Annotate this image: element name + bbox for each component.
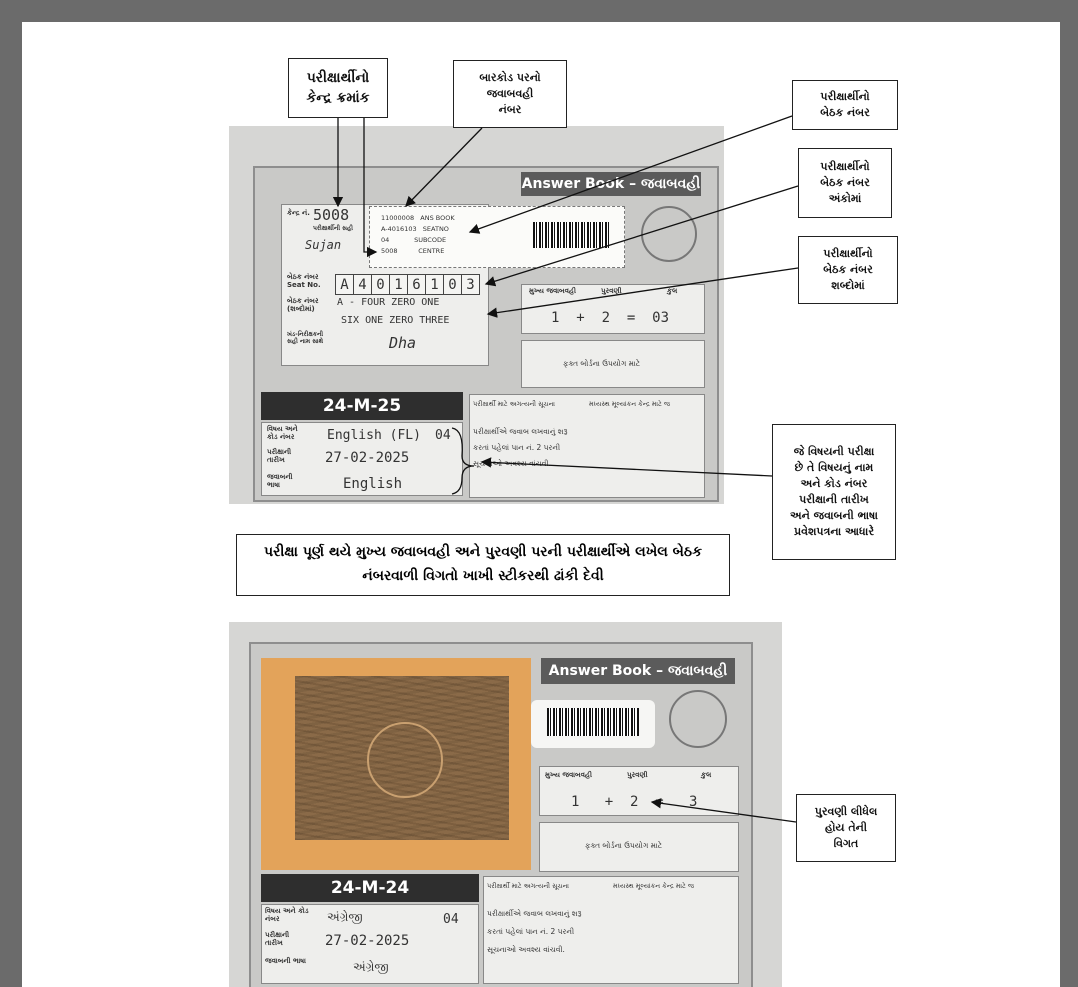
callout-line: જે વિષયની પરીક્ષા [793, 445, 875, 459]
tally-header: મુખ્ય જવાબવહી [529, 287, 577, 295]
answer-language: English [343, 476, 403, 492]
callout-line: અંકોમાં [828, 191, 862, 205]
instruction-line: પરીક્ષાર્થીએ જવાબ લખવાનું શરૂ [487, 909, 582, 918]
supervisor-label: ખંડ-નિરીક્ષકની સહી નામ સાથે [287, 331, 324, 345]
exam-date: 27-02-2025 [325, 450, 410, 466]
sign-label: પરીક્ષાર્થીની સહી [313, 225, 353, 232]
subject-name: અંગ્રેજી [327, 910, 363, 924]
paper-code-band: 24-M-25 [261, 392, 463, 420]
seat-words-line-1: A - FOUR ZERO ONE [337, 297, 440, 308]
tally-header: પુરવણી [601, 287, 622, 295]
callout-line: કેન્દ્ર ક્રમાંક [306, 90, 370, 106]
callout-line: પુરવણી લીધેલ [814, 805, 878, 819]
seat-label: બેઠક નંબર Seat No. [287, 273, 321, 289]
arrow-seat-number [470, 116, 792, 232]
tally-header: પુરવણી [627, 771, 648, 779]
callout-line: પરીક્ષાની તારીખ [799, 493, 869, 506]
subject-label: વિષય અને કોડ નંબર [267, 425, 298, 441]
callout-line: છે તે વિષયનું નામ [794, 461, 874, 475]
arrow-centre-code [364, 118, 376, 252]
subject-code: 04 [435, 428, 451, 443]
callout-line: બેઠક નંબર [820, 176, 870, 190]
sticker-line: A-4016103 SEATNO [381, 225, 449, 233]
arrow-supplement [652, 802, 796, 822]
seat-digit: 1 [425, 274, 444, 295]
date-label: પરીક્ષાની તારીખ [267, 448, 292, 464]
evaluator-header: મધ્યસ્થ મૂલ્યાંકન કેન્દ્ર માટે જ [589, 400, 671, 408]
supervisor-signature: Dha [389, 334, 417, 352]
callout-line: બેઠક નંબર [823, 263, 873, 277]
arrow-seat-digits [486, 186, 798, 284]
callout-line: પરીક્ષાર્થીનો [823, 247, 873, 261]
arrow-barcode [406, 128, 482, 206]
subject-code: 04 [443, 912, 459, 927]
callout-line: હોય તેની [824, 821, 868, 835]
arrow-seat-words [488, 268, 798, 314]
callout-line: અને કોડ નંબર [800, 477, 868, 491]
candidate-signature: Sujan [305, 238, 342, 252]
callout-line: નંબર [498, 102, 522, 116]
callout-line: પરીક્ષાર્થીનો [820, 160, 870, 174]
banner-line: પરીક્ષા પૂર્ણ થયે મુખ્ય જવાબવહી અને પુરવણી પરની પરીક્ષાર્થીએ લખેલ બેઠક [264, 544, 702, 561]
tally-header: કુલ [701, 771, 712, 779]
answer-language: અંગ્રેજી [353, 960, 389, 974]
sticker-line: 04 SUBCODE [381, 236, 447, 244]
callout-line: પ્રવેશપત્રના આધારે [793, 524, 875, 538]
tally-values: 1 + 2 = 03 [551, 310, 670, 326]
seat-digit: 4 [353, 274, 372, 295]
centre-number: 5008 [313, 206, 350, 224]
sticker-line: 11000008 ANS BOOK [381, 214, 455, 222]
tally-header: મુખ્ય જવાબવહી [545, 771, 593, 779]
sticker-line: 5008 CENTRE [381, 247, 445, 255]
callout-line: બારકોડ પરનો [479, 71, 541, 85]
instruction-line: કરતાં પહેલાં પાન નં. 2 પરની [473, 443, 561, 452]
instruction-header: પરીક્ષાર્થી માટે અગત્યની સૂચના [473, 400, 556, 408]
tally-values: 1 + 2 = 3 [571, 794, 698, 810]
callout-line: પરીક્ષાર્થીનો [306, 69, 370, 86]
answer-book-title: Answer Book – જવાબવહી [521, 172, 701, 196]
banner-line: નંબરવાળી વિગતો ખાખી સ્ટીકરથી ઢાંકી દેવી [362, 568, 604, 584]
subject-brace [452, 428, 474, 494]
exam-date: 27-02-2025 [325, 933, 410, 949]
seat-words-line-2: SIX ONE ZERO THREE [341, 315, 450, 326]
seat-digit: 6 [407, 274, 426, 295]
callout-line: શબ્દોમાં [831, 278, 865, 292]
date-label: પરીક્ષાની તારીખ [265, 931, 290, 947]
answer-book-title: Answer Book – જવાબવહી [541, 658, 735, 684]
instruction-header: પરીક્ષાર્થી માટે અગત્યની સૂચના [487, 882, 570, 890]
subject-label: વિષય અને કોડ નંબર [265, 907, 309, 923]
tally-header: કુલ [667, 287, 678, 295]
seat-digit: 0 [371, 274, 390, 295]
callout-line: વિગત [833, 836, 859, 850]
arrow-subject-info [482, 462, 772, 476]
instruction-line: કરતાં પહેલાં પાન નં. 2 પરની [487, 927, 575, 936]
seat-words-label: બેઠક નંબર (શબ્દોમાં) [287, 297, 319, 313]
seat-digit: 1 [389, 274, 408, 295]
callout-line: બેઠક નંબર [820, 106, 870, 119]
paper-code-band: 24-M-24 [261, 874, 479, 902]
language-label: જવાબની ભાષા [265, 957, 306, 965]
seat-digit: 0 [443, 274, 462, 295]
language-label: જવાબની ભાષા [267, 473, 293, 489]
subject-name: English (FL) [327, 428, 421, 443]
centre-label: કેન્દ્ર નં. [287, 209, 310, 217]
instruction-line: પરીક્ષાર્થીએ જવાબ લખવાનું શરૂ [473, 427, 568, 436]
seat-digit: A [335, 274, 354, 295]
seat-digit: 3 [461, 274, 480, 295]
board-use-label: ફક્ત બોર્ડના ઉપયોગ માટે [585, 841, 663, 850]
instruction-line: સૂચનાઓ અવશ્ય વાંચવી. [487, 945, 565, 954]
callout-line: અને જવાબની ભાષા [790, 508, 878, 522]
evaluator-header: મધ્યસ્થ મૂલ્યાંકન કેન્દ્ર માટે જ [613, 882, 695, 890]
instruction-line: સૂચનાઓ અવશ્ય વાંચવી. [473, 459, 551, 468]
board-use-label: ફક્ત બોર્ડના ઉપયોગ માટે [563, 359, 641, 368]
callout-line: જવાબવહી [486, 87, 534, 101]
callout-line: પરીક્ષાર્થીનો [820, 90, 870, 104]
